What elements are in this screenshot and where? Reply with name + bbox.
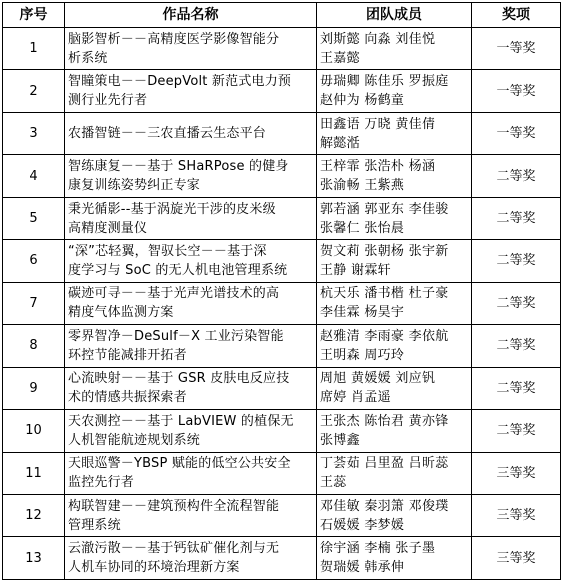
team-members-line: 王静 谢霖轩 [320,262,391,278]
cell-prize: 二等奖 [472,367,561,409]
cell-no: 10 [3,410,65,452]
team-members-line: 席婷 肖孟遥 [320,390,391,406]
cell-no: 12 [3,494,65,536]
cell-team-members [317,325,472,367]
cell-no: 1 [3,28,65,70]
team-members-line: 王梓霏 张浩朴 杨涵 [320,159,436,175]
table-row [3,537,561,580]
work-name-line: 度学习与 SoC 的无人机电池管理系统 [68,262,288,278]
work-name-line: 人机车协同的环境治理新方案 [68,560,240,576]
table-row [3,197,561,239]
cell-no: 7 [3,282,65,324]
team-members-line: 张馨仁 张怡晨 [320,220,405,236]
work-name-line: 术的情感共振探索者 [68,390,187,406]
cell-prize: 三等奖 [472,494,561,536]
table-row [3,410,561,452]
work-name-line: 碳迹可寻－－基于光声光谱技术的高 [68,286,280,302]
work-name-line: 康复训练姿势纠正专家 [68,178,201,194]
table-body [3,28,561,580]
work-name-line: 环控节能减排开拓者 [68,347,187,363]
cell-work-name [65,70,317,112]
header-team: 团队成员 [317,3,472,28]
work-name-line: 脑影智析－－高精度医学影像智能分 [68,31,280,47]
team-members-line: 周旭 黄媛媛 刘应钒 [320,371,436,387]
awards-table [2,2,561,580]
cell-prize: 一等奖 [472,28,561,70]
cell-prize: 三等奖 [472,537,561,580]
cell-no: 5 [3,197,65,239]
work-name-line: 高精度测量仪 [68,220,148,236]
work-name-line: 农播智链－－三农直播云生态平台 [68,126,267,142]
table-row [3,28,561,70]
header-prize: 奖项 [472,3,561,28]
cell-work-name [65,112,317,154]
team-members-line: 郭若涵 郭亚东 李佳骏 [320,201,449,217]
team-members-line: 丁荟茹 吕里盈 吕昕蕊 [320,456,449,472]
table-row [3,367,561,409]
team-members-line: 赵仲为 杨鹤童 [320,93,405,109]
team-members-line: 王张杰 陈怡君 黄亦锋 [320,413,449,429]
cell-team-members [317,410,472,452]
team-members-line: 张博鑫 [320,432,360,448]
cell-team-members [317,112,472,154]
cell-work-name [65,537,317,580]
cell-team-members [317,494,472,536]
team-members-line: 张渝畅 王紫燕 [320,178,405,194]
cell-work-name [65,155,317,197]
team-members-line: 徐宇涵 李楠 张子墨 [320,541,436,557]
cell-work-name [65,325,317,367]
cell-work-name [65,282,317,324]
table-row [3,325,561,367]
team-members-line: 刘斯懿 向淼 刘佳悦 [320,31,436,47]
cell-team-members [317,537,472,580]
header-row [3,3,561,28]
team-members-line: 王明森 周巧玲 [320,347,405,363]
work-name-line: 零界智净－DeSulf－X 工业污染智能 [68,328,284,344]
cell-prize: 二等奖 [472,197,561,239]
cell-work-name [65,410,317,452]
work-name-line: “深”芯轻翼，智驭长空－－基于深 [68,243,267,259]
cell-work-name [65,28,317,70]
work-name-line: 测行业先行者 [68,93,148,109]
team-members-line: 杭天乐 潘书楷 杜子豪 [320,286,449,302]
cell-no: 11 [3,452,65,494]
cell-no: 8 [3,325,65,367]
team-members-line: 毋瑞卿 陈佳乐 罗振庭 [320,74,449,90]
work-name-line: 精度气体监测方案 [68,305,174,321]
cell-prize: 一等奖 [472,112,561,154]
header-no: 序号 [3,3,65,28]
cell-no: 4 [3,155,65,197]
cell-no: 6 [3,240,65,282]
cell-team-members [317,70,472,112]
team-members-line: 贺瑞媛 韩承伸 [320,560,405,576]
team-members-line: 贺文莉 张朝杨 张宇新 [320,243,449,259]
team-members-line: 邓佳敏 秦羽箫 邓俊璞 [320,498,449,514]
work-name-line: 智练康复－－基于 SHaRPose 的健身 [68,159,289,175]
cell-work-name [65,240,317,282]
cell-prize: 二等奖 [472,155,561,197]
cell-no: 2 [3,70,65,112]
cell-work-name [65,494,317,536]
table-row [3,452,561,494]
cell-prize: 二等奖 [472,240,561,282]
cell-team-members [317,197,472,239]
cell-team-members [317,28,472,70]
cell-team-members [317,240,472,282]
cell-prize: 一等奖 [472,70,561,112]
cell-team-members [317,367,472,409]
cell-team-members [317,282,472,324]
cell-work-name [65,452,317,494]
header-name: 作品名称 [65,3,317,28]
work-name-line: 智瞳策电－－DeepVolt 新范式电力预 [68,74,292,90]
work-name-line: 天眼巡警－YBSP 赋能的低空公共安全 [68,456,291,472]
cell-prize: 二等奖 [472,410,561,452]
team-members-line: 王蕊 [320,475,347,491]
work-name-line: 管理系统 [68,517,121,533]
cell-no: 13 [3,537,65,580]
work-name-line: 秉光循影--基于涡旋光干涉的皮米级 [68,201,276,217]
table-row [3,112,561,154]
work-name-line: 人机智能航迹规划系统 [68,432,201,448]
table-row [3,70,561,112]
table-row [3,282,561,324]
team-members-line: 赵雅清 李雨豪 李依航 [320,328,449,344]
team-members-line: 王嘉懿 [320,50,360,66]
team-members-line: 解懿湉 [320,135,360,151]
table-row [3,240,561,282]
cell-prize: 二等奖 [472,282,561,324]
team-members-line: 李佳霖 杨昊宇 [320,305,405,321]
team-members-line: 田鑫语 万晓 黄佳倩 [320,116,436,132]
work-name-line: 构联智建－－建筑预构件全流程智能 [68,498,280,514]
work-name-line: 云澈污散－－基于钙钛矿催化剂与无 [68,541,280,557]
cell-work-name [65,367,317,409]
work-name-line: 天农测控－－基于 LabVIEW 的植保无 [68,413,294,429]
table-row [3,494,561,536]
cell-work-name [65,197,317,239]
work-name-line: 监控先行者 [68,475,135,491]
cell-team-members [317,155,472,197]
work-name-line: 析系统 [68,50,108,66]
cell-team-members [317,452,472,494]
table-row [3,155,561,197]
cell-no: 9 [3,367,65,409]
cell-no: 3 [3,112,65,154]
cell-prize: 二等奖 [472,325,561,367]
work-name-line: 心流映射－－基于 GSR 皮肤电反应技 [68,371,290,387]
team-members-line: 石媛媛 李梦媛 [320,517,405,533]
cell-prize: 三等奖 [472,452,561,494]
